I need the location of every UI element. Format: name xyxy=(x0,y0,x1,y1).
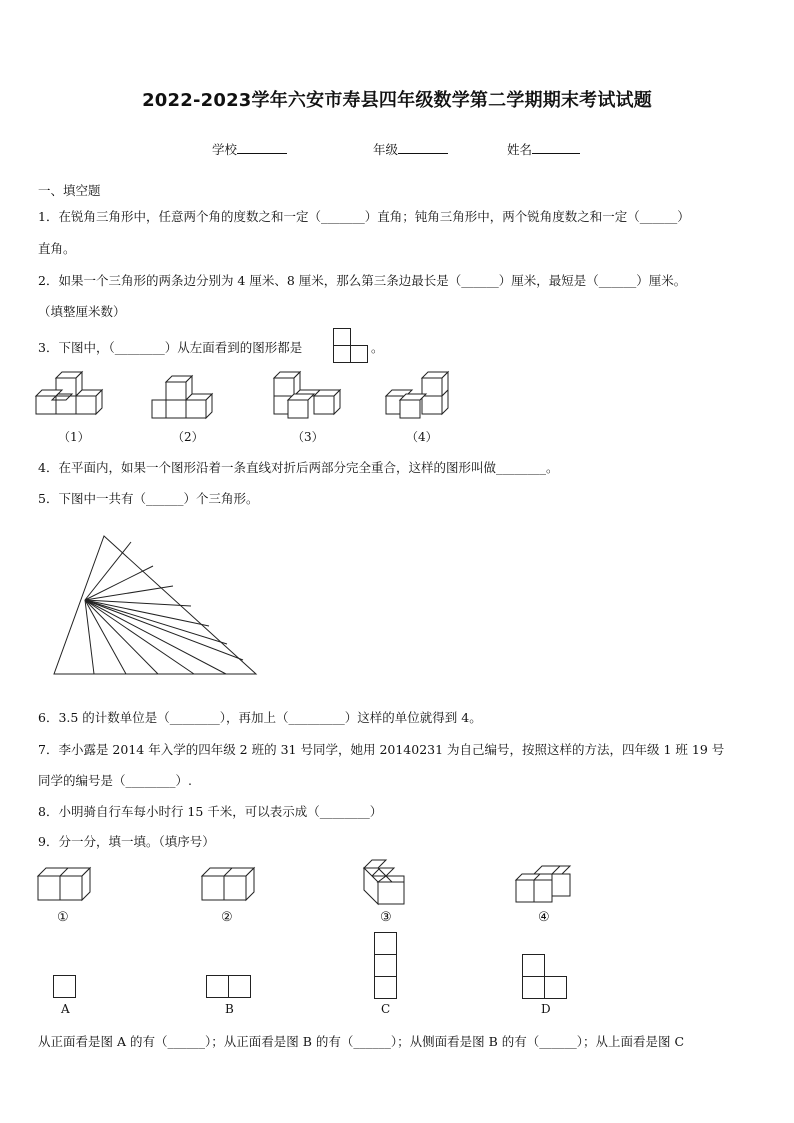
q9-solid-label-1: ① xyxy=(57,910,69,925)
question-2-line-2: （填整厘米数） xyxy=(38,304,126,319)
view-label-d: D xyxy=(541,1002,551,1016)
left-view-figure xyxy=(333,328,369,364)
school-label: 学校 xyxy=(212,142,238,157)
school-field xyxy=(212,140,287,158)
question-9-answer-line: 从正面看是图 A 的有（______）；从正面看是图 B 的有（______）；从侧面看是图 B 的有（______）；从上面看是图 C xyxy=(38,1034,685,1049)
question-3-text: 3．下图中，（________）从左面看到的图形都是 xyxy=(38,340,303,355)
solid-label-4: （4） xyxy=(406,430,438,444)
q9-solid-4 xyxy=(516,866,576,908)
q9-solid-label-2: ② xyxy=(221,910,233,925)
q9-solid-3 xyxy=(364,860,410,908)
solid-label-1: （1） xyxy=(58,430,90,444)
name-field xyxy=(507,140,580,158)
section-heading: 一、填空题 xyxy=(38,183,101,198)
question-3-end: 。 xyxy=(371,340,384,355)
question-1-line-1: 1．在锐角三角形中，任意两个角的度数之和一定（_______）直角；钝角三角形中，两个锐角度数之和一定（______） xyxy=(38,209,690,224)
q9-solid-2 xyxy=(202,866,258,906)
question-5-text: 5．下图中一共有（______）个三角形。 xyxy=(38,491,259,506)
question-9-text: 9．分一分，填一填。（填序号） xyxy=(38,834,215,849)
question-8-text: 8．小明骑自行车每小时行 15 千米，可以表示成（________） xyxy=(38,804,383,819)
question-7-line-2: 同学的编号是（________）. xyxy=(38,773,192,788)
name-blank[interactable] xyxy=(532,141,580,154)
question-6-text: 6．3.5 的计数单位是（________），再加上（_________）这样的单位就得到 4。 xyxy=(38,710,482,725)
grade-label: 年级 xyxy=(373,142,399,157)
grade-blank[interactable] xyxy=(398,141,448,154)
q9-solid-1 xyxy=(38,866,94,906)
solid-3 xyxy=(272,370,344,420)
solid-4 xyxy=(386,370,458,420)
grade-field xyxy=(373,140,448,158)
view-label-c: C xyxy=(381,1002,391,1016)
triangle-fan-figure xyxy=(50,530,265,680)
q9-solid-label-3: ③ xyxy=(380,910,392,925)
view-label-b: B xyxy=(225,1002,234,1016)
view-a xyxy=(53,975,77,999)
view-d xyxy=(522,954,568,1000)
question-7-line-1: 7．李小露是 2014 年入学的四年级 2 班的 31 号同学，她用 20140231 为自己编号，按照这样的方法，四年级 1 班 19 号 xyxy=(38,742,725,757)
view-b xyxy=(206,975,252,999)
question-2-line-1: 2．如果一个三角形的两条边分别为 4 厘米、8 厘米，那么第三条边最长是（______）厘米，最短是（______）厘米。 xyxy=(38,273,687,288)
solid-label-2: （2） xyxy=(172,430,204,444)
name-label: 姓名 xyxy=(507,142,533,157)
view-c xyxy=(374,932,398,1000)
question-4-text: 4．在平面内，如果一个图形沿着一条直线对折后两部分完全重合，这样的图形叫做________。 xyxy=(38,460,559,475)
page-title: 2022-2023学年六安市寿县四年级数学第二学期期末考试试题 xyxy=(142,90,652,111)
q9-solid-label-4: ④ xyxy=(538,910,550,925)
view-label-a: A xyxy=(61,1002,70,1016)
solid-2 xyxy=(152,376,222,422)
school-blank[interactable] xyxy=(237,141,287,154)
question-1-line-2: 直角。 xyxy=(38,241,76,256)
solid-label-3: （3） xyxy=(292,430,324,444)
solid-1 xyxy=(36,370,106,420)
